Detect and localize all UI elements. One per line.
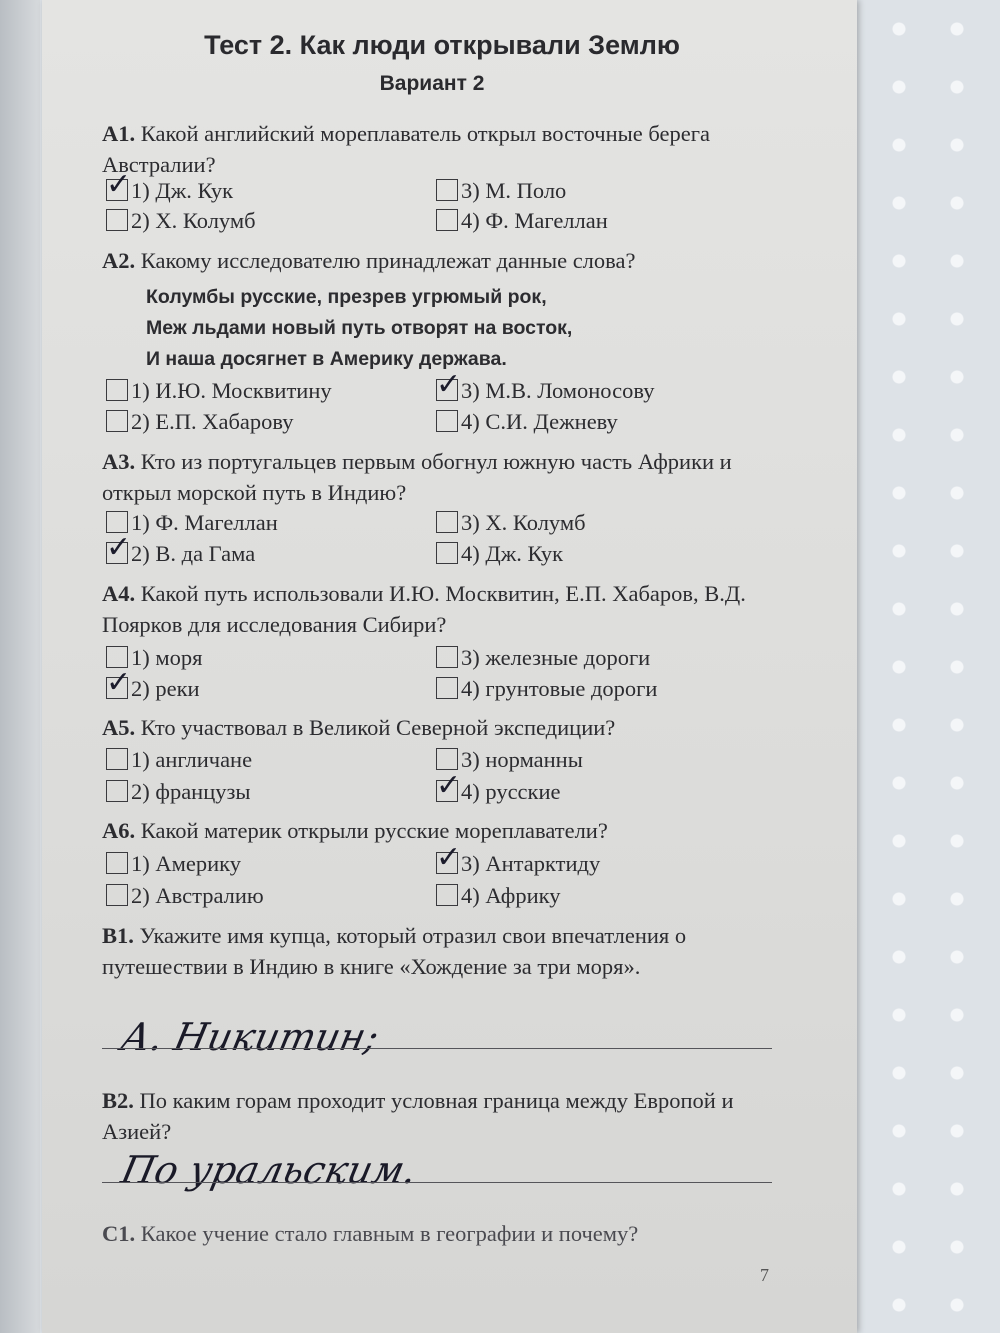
poem-line: Меж льдами новый путь отворят на восток,: [146, 317, 573, 339]
question-number: А2.: [102, 248, 136, 273]
checkbox[interactable]: [436, 840, 462, 875]
question-number: А3.: [102, 449, 136, 474]
option-label: 2) реки: [131, 676, 200, 701]
checkmark-icon: ✓: [106, 167, 132, 202]
option-a1-3[interactable]: [436, 177, 566, 205]
checkmark-icon: ✓: [436, 768, 462, 803]
question-text: Какой путь использовали И.Ю. Москвитин, Е.П. Хабаров, В.Д. Поярков для исследования Сибири?: [102, 581, 746, 637]
checkbox[interactable]: [106, 852, 128, 874]
checkbox[interactable]: [106, 530, 132, 565]
test-title: Тест 2. Как люди открывали Землю: [204, 30, 680, 60]
option-a3-4[interactable]: [436, 540, 563, 568]
question-number: А4.: [102, 581, 136, 606]
option-a5-2[interactable]: [106, 778, 251, 806]
option-a3-2[interactable]: [106, 530, 256, 568]
option-a5-4[interactable]: [436, 768, 561, 806]
question-b1: [102, 920, 782, 982]
question-text: Укажите имя купца, который отразил свои впечатления о путешествии в Индию в книге «Хождение за три моря».: [102, 923, 687, 979]
question-a5: [102, 712, 782, 743]
option-a4-4[interactable]: [436, 675, 657, 703]
question-c1: [102, 1218, 782, 1249]
checkbox[interactable]: [436, 768, 462, 803]
option-label: 1) моря: [131, 645, 203, 670]
question-number: В1.: [102, 923, 134, 948]
checkbox[interactable]: [106, 379, 128, 401]
question-text: Кто участвовал в Великой Северной экспедиции?: [140, 715, 616, 740]
option-label: 3) М.В. Ломоносову: [461, 378, 655, 403]
option-a2-3[interactable]: [436, 367, 655, 405]
question-b2: [102, 1085, 782, 1147]
option-a2-4[interactable]: [436, 408, 618, 436]
option-label: 2) Е.П. Хабарову: [131, 409, 294, 434]
question-a4: [102, 578, 782, 640]
option-label: 3) Х. Колумб: [461, 510, 586, 535]
option-label: 2) В. да Гама: [131, 541, 256, 566]
answer-line: [102, 1182, 772, 1183]
option-a1-1[interactable]: [106, 167, 234, 205]
question-text: Какое учение стало главным в географии и почему?: [140, 1221, 639, 1246]
handwritten-answer-b1[interactable]: А. Никитин;: [117, 1015, 383, 1059]
page-number: 7: [760, 1265, 769, 1285]
checkbox[interactable]: [106, 410, 128, 432]
handwritten-answer-b2[interactable]: По уральским.: [117, 1148, 421, 1192]
option-a5-1[interactable]: [106, 746, 252, 774]
option-a6-1[interactable]: [106, 850, 241, 878]
workbook-page: [42, 0, 857, 1333]
option-a4-2[interactable]: [106, 665, 200, 703]
option-label: 3) норманны: [461, 747, 583, 772]
question-a3: [102, 446, 782, 508]
question-number: А1.: [102, 121, 136, 146]
question-number: С1.: [102, 1221, 136, 1246]
option-a6-4[interactable]: [436, 882, 561, 910]
poem-quote: [146, 282, 766, 375]
option-label: 1) Ф. Магеллан: [131, 510, 278, 535]
option-label: 2) Австралию: [131, 883, 264, 908]
question-a2: [102, 245, 782, 276]
underlying-page-edge: [0, 0, 40, 1333]
option-a3-1[interactable]: [106, 509, 278, 537]
checkbox[interactable]: [106, 780, 128, 802]
checkbox[interactable]: [436, 677, 458, 699]
checkmark-icon: ✓: [436, 367, 462, 402]
option-label: 1) Дж. Кук: [131, 178, 234, 203]
checkmark-icon: ✓: [436, 840, 462, 875]
checkbox[interactable]: [436, 542, 458, 564]
poem-line: И наша досягнет в Америку держава.: [146, 348, 507, 370]
question-text: Какой материк открыли русские мореплаватели?: [140, 818, 608, 843]
checkbox[interactable]: [106, 748, 128, 770]
option-a3-3[interactable]: [436, 509, 586, 537]
option-label: 4) русские: [461, 779, 561, 804]
variant-heading: Вариант 2: [379, 72, 485, 95]
option-label: 1) И.Ю. Москвитину: [131, 378, 332, 403]
option-label: 4) Дж. Кук: [461, 541, 564, 566]
question-text: Какой английский мореплаватель открыл восточные берега Австралии?: [102, 121, 710, 177]
option-label: 4) Ф. Магеллан: [461, 208, 608, 233]
checkbox[interactable]: [106, 665, 132, 700]
option-label: 2) Х. Колумб: [131, 208, 256, 233]
checkbox[interactable]: [436, 367, 462, 402]
checkbox[interactable]: [106, 209, 128, 231]
option-label: 1) англичане: [131, 747, 253, 772]
checkbox[interactable]: [436, 646, 458, 668]
option-label: 2) французы: [131, 779, 251, 804]
option-a2-2[interactable]: [106, 408, 294, 436]
option-label: 3) железные дороги: [461, 645, 651, 670]
question-text: По каким горам проходит условная граница между Европой и Азией?: [102, 1088, 734, 1144]
checkbox[interactable]: [436, 410, 458, 432]
checkbox[interactable]: [436, 209, 458, 231]
question-number: В2.: [102, 1088, 134, 1113]
checkmark-icon: ✓: [106, 530, 132, 565]
checkbox[interactable]: [436, 511, 458, 533]
option-a6-3[interactable]: [436, 840, 601, 878]
option-a6-2[interactable]: [106, 882, 264, 910]
option-a4-3[interactable]: [436, 644, 650, 672]
checkmark-icon: ✓: [106, 665, 132, 700]
option-a1-4[interactable]: [436, 207, 608, 235]
option-label: 3) Антарктиду: [461, 851, 601, 876]
answer-line: [102, 1048, 772, 1049]
option-label: 1) Америку: [131, 851, 241, 876]
checkbox[interactable]: [436, 748, 458, 770]
poem-line: Колумбы русские, презрев угрюмый рок,: [146, 286, 547, 308]
question-number: А6.: [102, 818, 136, 843]
question-a1: [102, 118, 782, 180]
option-a2-1[interactable]: [106, 377, 332, 405]
question-number: А5.: [102, 715, 136, 740]
question-text: Какому исследователю принадлежат данные слова?: [140, 248, 636, 273]
option-label: 4) грунтовые дороги: [461, 676, 658, 701]
checkbox[interactable]: [106, 884, 128, 906]
option-label: 3) М. Поло: [461, 178, 567, 203]
page-content: [102, 0, 782, 1333]
option-label: 4) Африку: [461, 883, 561, 908]
question-text: Кто из португальцев первым обогнул южную часть Африки и открыл морской путь в Индию?: [102, 449, 732, 505]
option-a1-2[interactable]: [106, 207, 256, 235]
checkbox[interactable]: [436, 179, 458, 201]
checkbox[interactable]: [106, 167, 132, 202]
option-label: 4) С.И. Дежневу: [461, 409, 618, 434]
checkbox[interactable]: [436, 884, 458, 906]
